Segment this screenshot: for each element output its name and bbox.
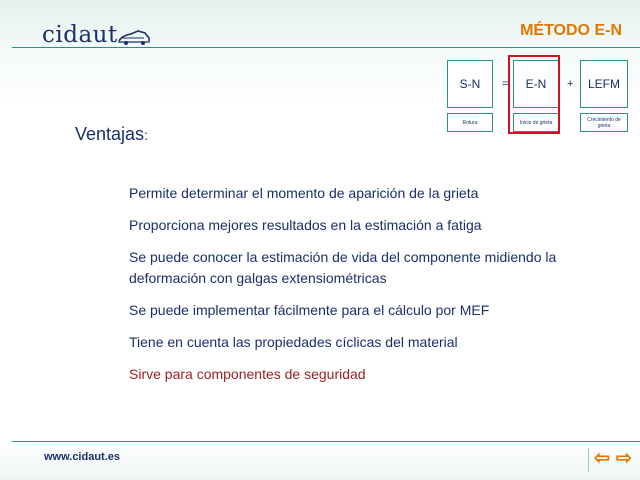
- arrow-left-icon[interactable]: ⇦: [594, 448, 610, 469]
- heading-text: Ventajas: [75, 124, 145, 144]
- en-highlight-frame: [508, 55, 560, 134]
- nav-divider: [588, 448, 589, 472]
- list-item: Tiene en cuenta las propiedades cíclicas del material: [129, 334, 458, 350]
- list-item-highlighted: Sirve para componentes de seguridad: [129, 366, 366, 382]
- footer-url[interactable]: www.cidaut.es: [44, 451, 121, 463]
- lefm-box: [580, 60, 628, 108]
- sn-sublabel-box: [447, 113, 493, 132]
- lefm-sublabel: Crecimiento de grieta: [587, 116, 621, 129]
- heading-colon: :: [144, 127, 148, 143]
- list-item: Se puede conocer la estimación de vida del componente midiendo la deformación con galgas extensiométricas: [129, 249, 557, 286]
- plus-operator: +: [567, 78, 574, 90]
- list-item: Se puede implementar fácilmente para el cálculo por MEF: [129, 302, 490, 318]
- sn-sublabel: Rotura: [462, 119, 478, 126]
- section-heading: [75, 124, 148, 145]
- list-item: Permite determinar el momento de aparición de la grieta: [129, 185, 479, 201]
- en-sublabel: Inicio de grieta: [519, 119, 553, 126]
- equals-operator: =: [502, 78, 509, 90]
- arrow-right-icon[interactable]: ⇨: [616, 448, 632, 469]
- car-icon: [117, 28, 151, 46]
- sn-label: S-N: [459, 77, 481, 91]
- sn-box: [447, 60, 493, 108]
- list-item: Proporciona mejores resultados en la estimación a fatiga: [129, 217, 482, 233]
- lefm-sublabel-box: [580, 113, 628, 132]
- advantages-list: [129, 183, 599, 396]
- logo: cidaut: [42, 22, 118, 48]
- lefm-label: LEFM: [587, 77, 620, 91]
- page-title: MÉTODO E-N: [520, 22, 622, 39]
- en-label: E-N: [525, 77, 547, 91]
